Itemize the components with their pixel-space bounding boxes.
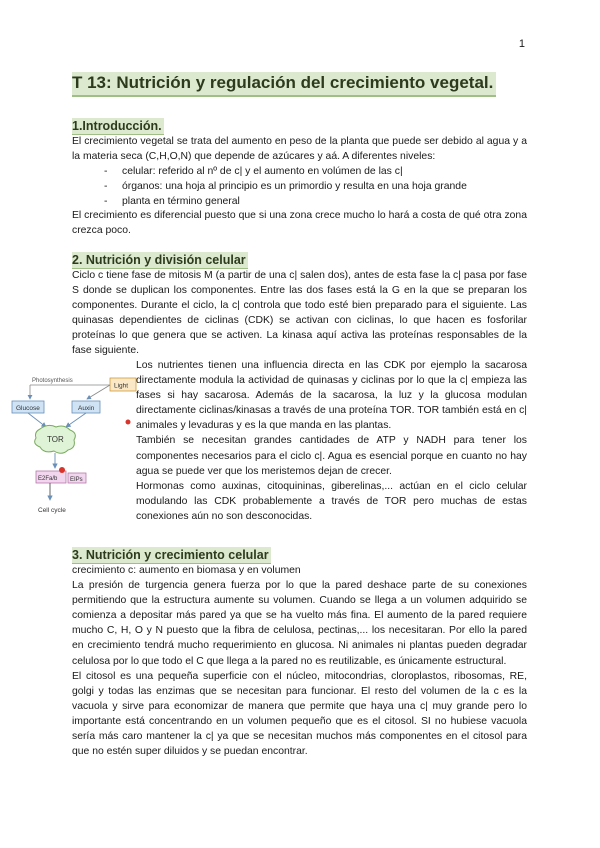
phosphate-dot bbox=[59, 467, 65, 473]
photosynthesis-label: Photosynthesis bbox=[32, 378, 73, 384]
list-item: - celular: referido al nº de c| y el aumento en volúmen de las c| bbox=[104, 166, 403, 177]
division-paragraph-1: Ciclo c tiene fase de mitosis M (a partir de una c| salen dos), antes de esta fase la c| pasa por fase S donde se duplican los componentes. Entre las dos fases está la G en la que se preparan los componentes. Durante el ciclo, la c| controla que todo esté bien preparado para el siguiente. Las quinasas dependientes de ciclinas (CDK) se activan con ciclinas, lo que hacen es fosforilar proteínas lo que genera que se activen. La kinasa aquí activa las proteínas responsables de la fase siguiente. bbox=[72, 270, 527, 357]
division-paragraph-3: También se necesitan grandes cantidades de ATP y NADH para tener los componentes necesarios para el ciclo c|. Agua es esencial porque en cuanto no hay agua se puede ver que los meristemos dejan de crecer. bbox=[136, 435, 527, 477]
growth-paragraph-3: El citosol es una pequeña superficie con el núcleo, mitocondrias, cloroplastos, ribosomas, RE, golgi y todas las enzimas que se necesitan para funcionar. El resto del volumen de la c es la vacuola y sirve para economizar de manera que permite que haya una c| muy grande pero lo importante está concentrando en un volumen pequeño que es el citosol. SI no hubiese vacuola sería más caro mantener la c| ya que se necesitan muchos más componentes en el citosol para que no estén super diluidos y se puedan encontrar. bbox=[72, 670, 527, 758]
list-item: - órganos: una hoja al principio es un primordio y resulta en una hoja grande bbox=[104, 181, 467, 193]
growth-paragraph-1: crecimiento c: aumento en biomasa y en volumen bbox=[72, 565, 301, 576]
eips-label: EIPs bbox=[70, 477, 83, 483]
growth-paragraph-2: La presión de turgencia genera fuerza por lo que la pared deshace parte de su conexiones permitiendo que la estructura aumente su volumen. Cuando se llega a un volumen adquirido se comienza a depositar más pared ya que se ha vuelto más fina. El aumento de la pared requiere mucho C, H, O y N puesto que la fibra de celulosa, pectinas,... los necesitaran. Por ello la pared en crecimiento tendrá mucho requerimiento en glucosa. Ni animales ni plantas pueden degradar celulosa por lo que todo el C que llega a la pared no es reutilizable, es únicamente estructural. bbox=[72, 580, 527, 667]
list-item: - planta en término general bbox=[104, 196, 240, 208]
auxin-label: Auxin bbox=[78, 405, 95, 412]
division-text-block bbox=[136, 358, 527, 524]
division-paragraph-2: Los nutrientes tienen una influencia directa en las CDK por ejemplo la sacarosa directamente modula la actividad de quinasas y ciclinas por lo que la c| empieza las fases si hay sacarosa. Además de la sacarosa, la luz y la glucosa modulan directamente ciclinas/kinasas a través de una proteína TOR. TOR también está en c| animales y levaduras y es la que manda en las plantas. bbox=[136, 360, 527, 432]
page-number: 1 bbox=[518, 38, 525, 50]
tor-signaling-diagram bbox=[10, 372, 138, 522]
tor-label: TOR bbox=[47, 435, 64, 444]
marker-dot bbox=[126, 420, 131, 425]
e2fa-label: E2Fa/b bbox=[38, 476, 58, 482]
page-title: T 13: Nutrición y regulación del crecimiento vegetal. bbox=[72, 72, 496, 97]
section-heading-intro: 1.Introducción. bbox=[72, 119, 162, 133]
intro-paragraph-1: El crecimiento vegetal se trata del aumento en peso de la planta que puede ser debido al agua y a la materia seca (C,H,O,N) que depende de azúcares y aá. A diferentes niveles: bbox=[72, 136, 527, 163]
growth-text-block bbox=[72, 563, 527, 759]
section-heading-division: 2. Nutrición y división celular bbox=[72, 253, 246, 267]
glucose-label: Glucose bbox=[16, 405, 40, 412]
division-paragraph-4: Hormonas como auxinas, citoquininas, giberelinas,... actúan en el ciclo celular modulando las CDK probablemente a través de TOR pero muchas de estas conexiones aún no son desconocidas. bbox=[136, 480, 527, 522]
intro-bullet-list bbox=[104, 164, 467, 209]
intro-paragraph-2: El crecimiento es diferencial puesto que si una zona crece mucho lo hará a costa de qué otra zona crezca poco. bbox=[72, 210, 527, 237]
cell-cycle-label: Cell cycle bbox=[38, 507, 66, 514]
section-heading-growth: 3. Nutrición y crecimiento celular bbox=[72, 548, 269, 562]
light-label: Light bbox=[114, 382, 129, 390]
